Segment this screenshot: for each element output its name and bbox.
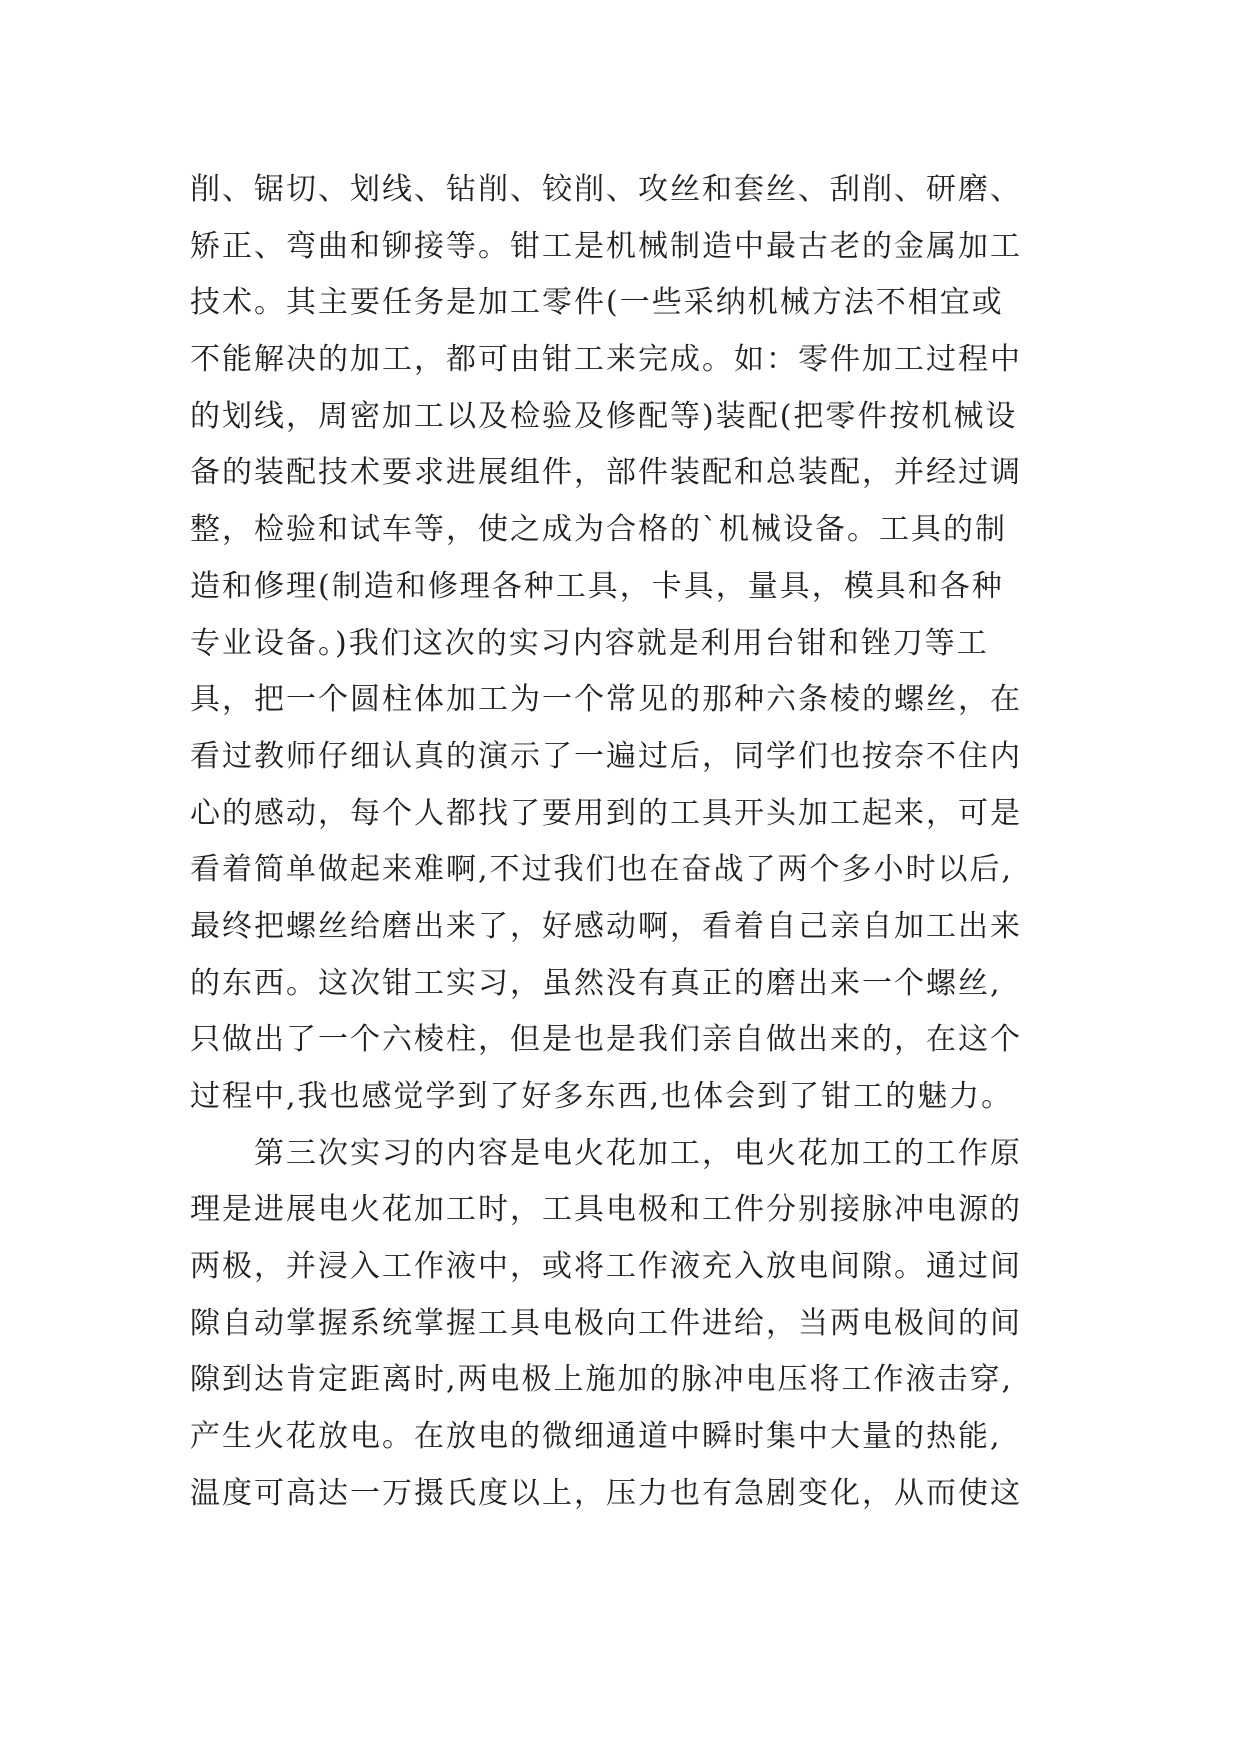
text-line: 心的感动，每个人都找了要用到的工具开头加工起来，可是: [190, 795, 1022, 831]
paragraph-start-line: 第三次实习的内容是电火花加工，电火花加工的工作原: [254, 1135, 1022, 1171]
text-line: 温度可高达一万摄氏度以上，压力也有急剧变化，从而使这: [190, 1475, 1022, 1511]
text-line: 不能解决的加工，都可由钳工来完成。如：零件加工过程中: [190, 342, 1022, 378]
text-line: 专业设备。)我们这次的实习内容就是利用台钳和锉刀等工: [190, 625, 989, 661]
text-line: 矫正、弯曲和铆接等。钳工是机械制造中最古老的金属加工: [190, 228, 1022, 264]
text-line: 的东西。这次钳工实习，虽然没有真正的磨出来一个螺丝,: [190, 965, 1002, 1001]
text-line: 的划线，周密加工以及检验及修配等)装配(把零件按机械设: [190, 398, 1018, 434]
text-line: 隙到达肯定距离时,两电极上施加的脉冲电压将工作液击穿,: [190, 1362, 1014, 1398]
text-line: 造和修理(制造和修理各种工具，卡具，量具，模具和各种: [190, 568, 1004, 604]
text-line: 技术。其主要任务是加工零件(一些采纳机械方法不相宜或: [190, 285, 1004, 321]
text-line: 过程中,我也感觉学到了好多东西,也体会到了钳工的魅力。: [190, 1079, 1014, 1114]
body-text: [190, 162, 1070, 1523]
text-line: 削、锯切、划线、钻削、铰削、攻丝和套丝、刮削、研磨、: [190, 172, 1022, 207]
text-line: 两极，并浸入工作液中，或将工作液充入放电间隙。通过间: [190, 1249, 1022, 1285]
text-line: 理是进展电火花加工时，工具电极和工件分别接脉冲电源的: [190, 1192, 1022, 1228]
text-line: 看过教师仔细认真的演示了一遍过后，同学们也按奈不住内: [190, 738, 1022, 774]
text-line: 整，检验和试车等，使之成为合格的`机械设备。工具的制: [190, 512, 1007, 548]
text-line: 隙自动掌握系统掌握工具电极向工件进给，当两电极间的间: [190, 1305, 1022, 1341]
text-line: 具，把一个圆柱体加工为一个常见的那种六条棱的螺丝，在: [190, 682, 1022, 718]
text-line: 备的装配技术要求进展组件，部件装配和总装配，并经过调: [190, 455, 1022, 491]
text-line: 看着简单做起来难啊,不过我们也在奋战了两个多小时以后,: [190, 852, 1014, 888]
text-line: 最终把螺丝给磨出来了，好感动啊，看着自己亲自加工出来: [190, 908, 1022, 944]
text-line: 只做出了一个六棱柱，但是也是我们亲自做出来的，在这个: [190, 1022, 1022, 1058]
text-line: 产生火花放电。在放电的微细通道中瞬时集中大量的热能,: [190, 1419, 1002, 1455]
